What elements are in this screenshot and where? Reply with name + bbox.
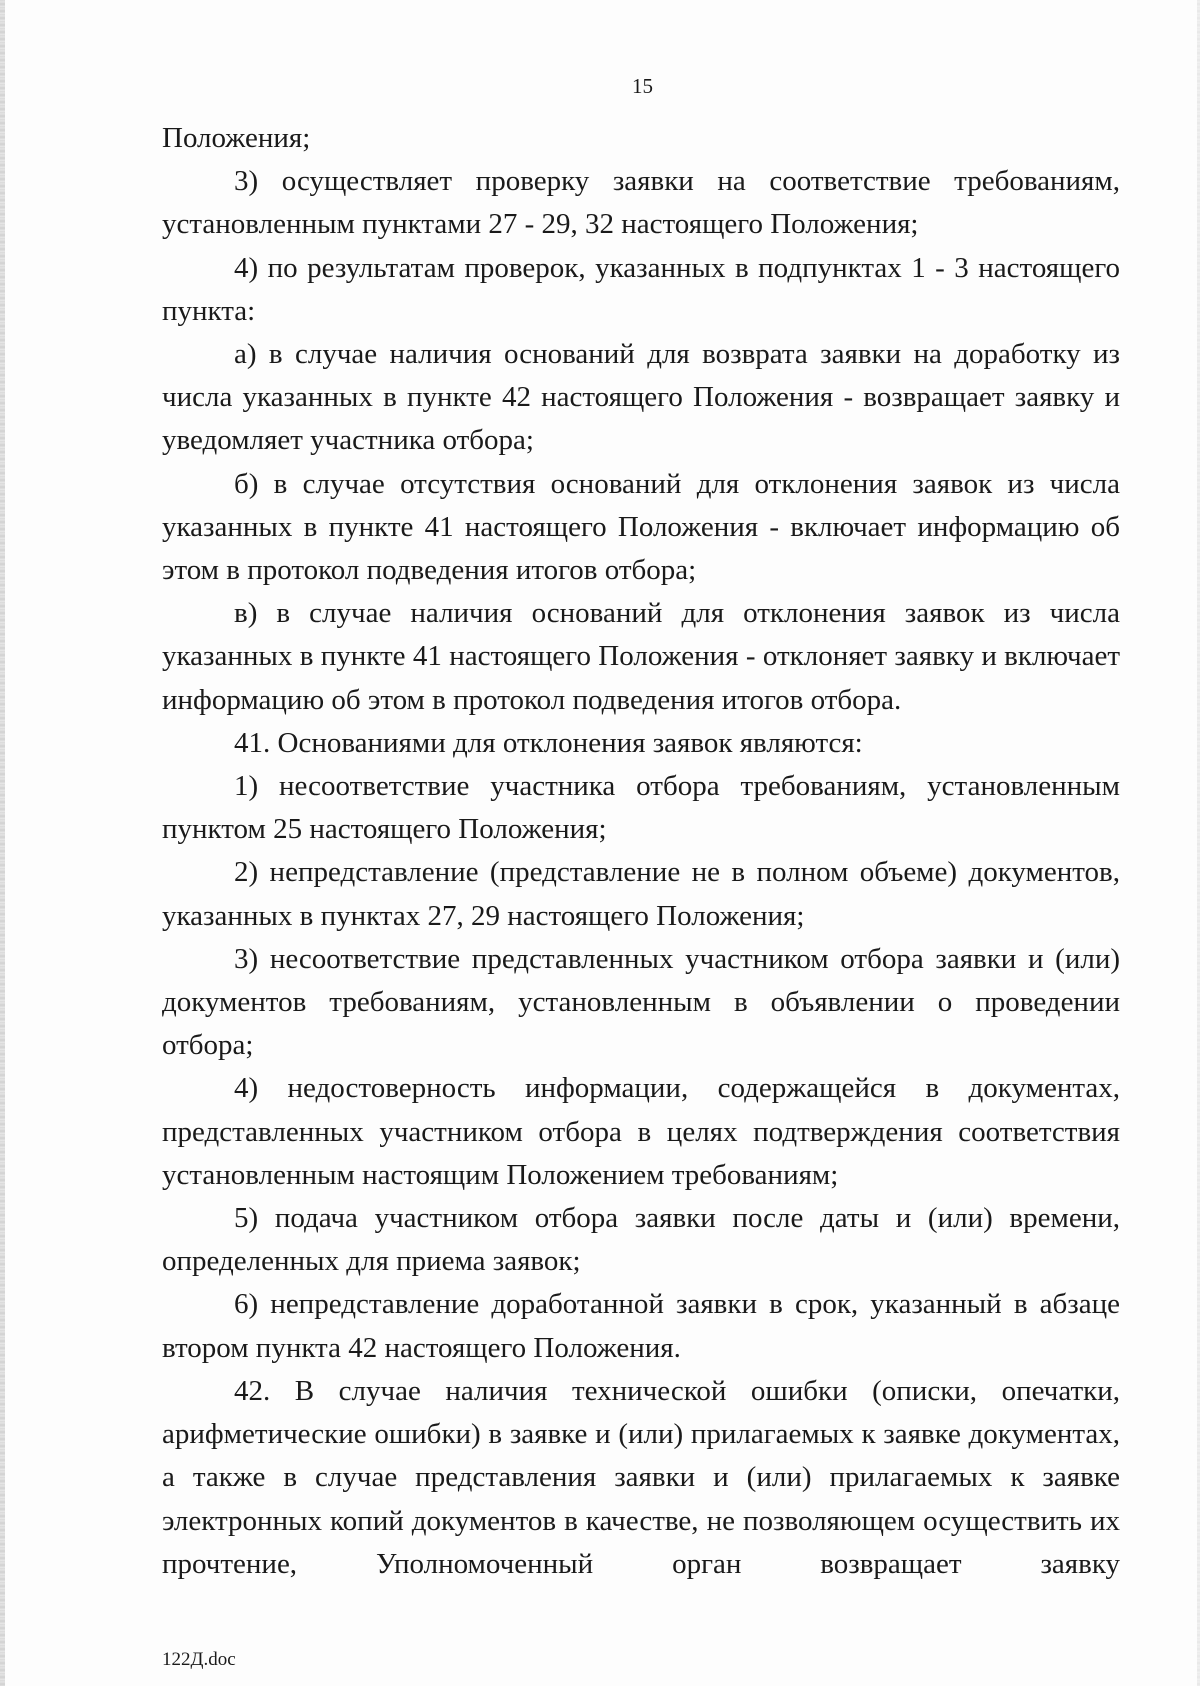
paragraph-item-4: 4) по результатам проверок, указанных в подпунктах 1 - 3 настоящего пункта: [162,251,1120,327]
paragraph-41-item-1: 1) несоответствие участника отбора требованиям, установленным пунктом 25 настоящего Положения; [162,770,1120,846]
paragraph-item-3: 3) осуществляет проверку заявки на соответствие требованиям, установленным пунктами 27 - 29, 32 настоящего Положения; [162,165,1120,241]
paragraph-continuation: Положения; [162,122,311,154]
paragraph-section-42: 42. В случае наличия технической ошибки (описки, опечатки, арифметические ошибки) в заявке и (или) прилагаемых к заявке документах, а также в случае представления заявки и (или) прилагаемых к заявке электронных копий документов в качестве, не позволяющем осуществить их прочтение, Уполномоченный орган возвращает заявку [162,1374,1120,1580]
document-body [162,117,1120,1586]
paragraph-subitem-v: в) в случае наличия оснований для отклонения заявок из числа указанных в пункте 41 настоящего Положения - отклоняет заявку и включает информацию об этом в протокол подведения итогов отбора. [162,597,1120,716]
paragraph-41-item-4: 4) недостоверность информации, содержащейся в документах, представленных участником отбора в целях подтверждения соответствия установленным настоящим Положением требованиям; [162,1072,1120,1191]
paragraph-41-item-6: 6) непредставление доработанной заявки в срок, указанный в абзаце втором пункта 42 настоящего Положения. [162,1288,1120,1364]
paragraph-41-item-5: 5) подача участником отбора заявки после даты и (или) времени, определенных для приема заявок; [162,1202,1120,1278]
footer-filename: 122Д.doc [162,1649,236,1670]
paragraph-41-item-3: 3) несоответствие представленных участником отбора заявки и (или) документов требованиям, установленным в объявлении о проведении отбора; [162,942,1120,1062]
scan-edge-left [0,0,5,1686]
paragraph-section-41: 41. Основаниями для отклонения заявок являются: [234,726,863,759]
paragraph-subitem-a: а) в случае наличия оснований для возврата заявки на доработку из числа указанных в пункте 42 настоящего Положения - возвращает заявку и уведомляет участника отбора; [162,338,1120,457]
paragraph-41-item-2: 2) непредставление (представление не в полном объеме) документов, указанных в пунктах 27, 29 настоящего Положения; [162,856,1120,932]
page-number: 15 [632,74,653,98]
paragraph-subitem-b: б) в случае отсутствия оснований для отклонения заявок из числа указанных в пункте 41 настоящего Положения - включает информацию об этом в протокол подведения итогов отбора; [162,467,1120,587]
